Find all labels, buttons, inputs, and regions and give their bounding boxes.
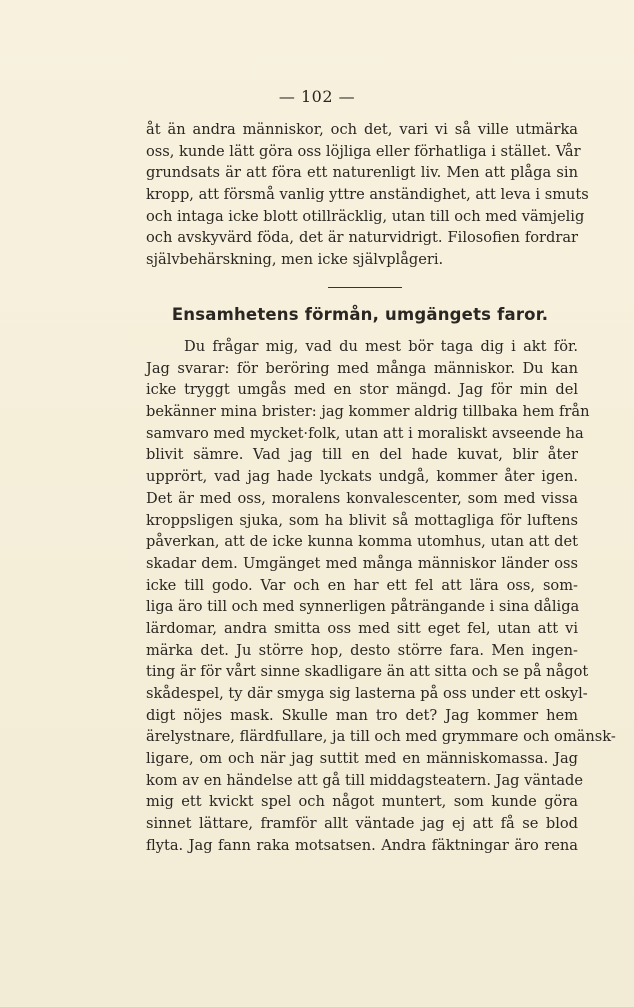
text-line: skådespel, ty där smyga sig lasterna på oss under ett oskyl- — [146, 685, 588, 702]
text-line: digt nöjes mask. Skulle man tro det? Jag kommer hem — [146, 706, 578, 724]
text-line: liga äro till och med synnerligen påträngande i sina dåliga — [146, 598, 580, 616]
text-line: åt än andra människor, och det, vari vi så ville utmärka — [146, 121, 578, 138]
page-number: — 102 — — [278, 87, 356, 106]
text-line: ärelystnare, flärdfullare, ja till och med grymmare och omänsk- — [146, 728, 616, 746]
text-line: upprört, vad jag hade lyckats undgå, kommer åter igen. — [146, 468, 578, 486]
text-line: och intaga icke blott otillräcklig, utan till och med vämjelig — [146, 207, 585, 225]
text-line: kropp, att försmå vanlig yttre anständighet, att leva i smuts — [146, 186, 589, 204]
text-line: kom av en händelse att gå till middagsteatern. Jag väntade — [146, 771, 584, 789]
text-line: sinnet lättare, framför allt väntade jag ej att få se blod — [146, 815, 578, 833]
text-line: oss, kunde lätt göra oss löjliga eller förhatliga i stället. Vår — [146, 142, 581, 160]
text-line: samvaro med mycket·folk, utan att i moraliskt avseende ha — [146, 424, 584, 442]
text-line: mig ett kvickt spel och något muntert, som kunde göra — [146, 793, 578, 811]
text-line: Jag svarar: för beröring med många människor. Du kan — [146, 359, 578, 377]
text-line: icke tryggt umgås med en stor mängd. Jag för min del — [146, 381, 578, 399]
paragraph-1 — [146, 119, 589, 271]
text-line: flyta. Jag fann raka motsatsen. Andra fäktningar äro rena — [146, 836, 578, 854]
text-line: kroppsligen sjuka, som ha blivit så mottagliga för luftens — [146, 511, 578, 529]
text-line: skadar dem. Umgänget med många människor länder oss — [146, 554, 578, 572]
text-line: och avskyvärd föda, det är naturvidrigt. Filosofien fordrar — [146, 229, 578, 247]
text-line: märka det. Ju större hop, desto större fara. Men ingen- — [146, 641, 578, 659]
paragraph-2 — [146, 336, 616, 857]
text-line: icke till godo. Var och en har ett fel att lära oss, som- — [146, 576, 578, 594]
text-line: bekänner mina brister: jag kommer aldrig tillbaka hem från — [146, 403, 590, 421]
section-heading: Ensamhetens förmån, umgängets faror. — [171, 305, 549, 324]
text-line: ligare, om och när jag suttit med en människomassa. Jag — [146, 750, 578, 768]
text-line: lärdomar, andra smitta oss med sitt eget fel, utan att vi — [146, 619, 578, 637]
text-line: Du frågar mig, vad du mest bör taga dig i akt för. — [184, 338, 578, 355]
section-divider — [328, 287, 402, 288]
text-line: ting är för vårt sinne skadligare än att sitta och se på något — [146, 663, 589, 681]
text-line: blivit sämre. Vad jag till en del hade kuvat, blir åter — [146, 446, 578, 464]
text-line: påverkan, att de icke kunna komma utomhus, utan att det — [146, 533, 578, 551]
text-line: Det är med oss, moralens konvalescenter, som med vissa — [146, 489, 578, 507]
text-line: självbehärskning, men icke självplågeri. — [146, 251, 444, 269]
text-line: grundsats är att föra ett naturenligt liv. Men att plåga sin — [146, 164, 578, 182]
